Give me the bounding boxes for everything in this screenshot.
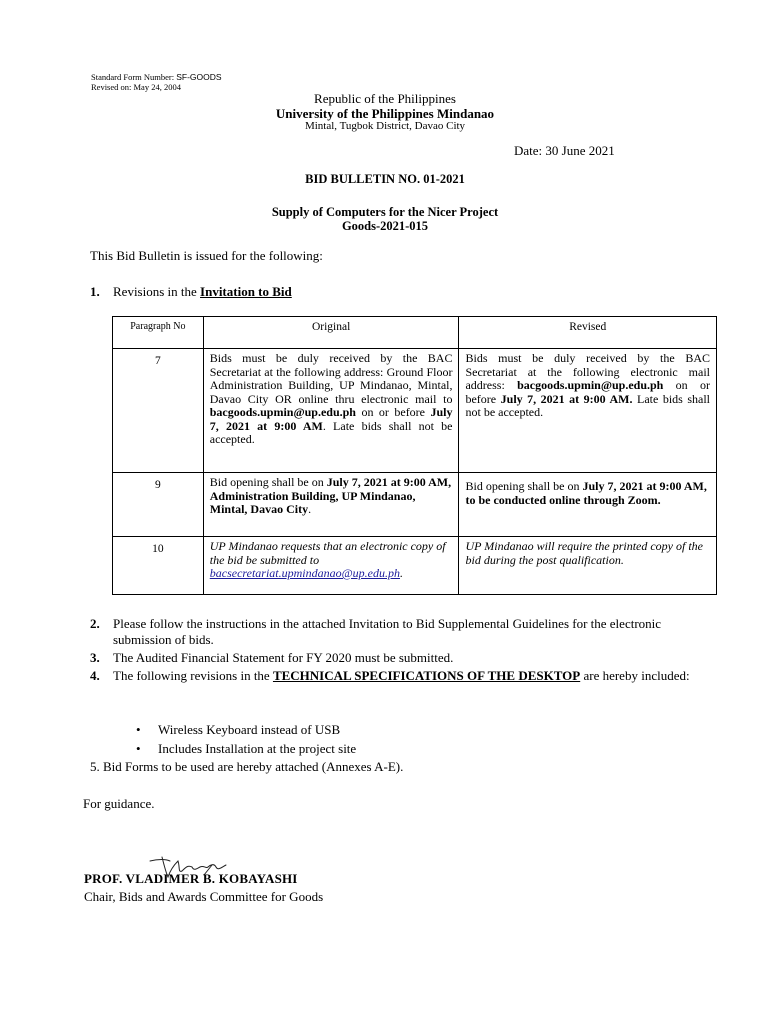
text-segment: Late bids shall not be accepted. (465, 391, 710, 419)
schedule-text: July 7, 2021 at 9:00 AM, to be conducted online through Zoom. (465, 479, 707, 507)
header-original: Original (203, 317, 459, 349)
invitation-to-bid-link[interactable]: Invitation to Bid (200, 284, 292, 299)
text-segment: are hereby included: (580, 668, 690, 683)
item-5 (90, 759, 403, 775)
republic-line: Republic of the Philippines (314, 91, 456, 106)
item-number: 4. (90, 668, 100, 683)
list-item (90, 616, 690, 648)
intro-text: This Bid Bulletin is issued for the following: (90, 248, 323, 263)
university-name: University of the Philippines Mindanao (275, 106, 495, 121)
reference-line: Goods-2021-015 (341, 219, 429, 233)
table-header-row (113, 317, 717, 349)
text-segment: Bid opening shall be on (209, 475, 327, 489)
original-text (203, 349, 459, 473)
list-item (90, 668, 690, 684)
text-segment: UP Mindanao requests that an electronic copy of the bid be submitted to (209, 539, 446, 567)
text-segment: . (400, 566, 403, 580)
header-revised: Revised (459, 317, 717, 349)
schedule-text: July 7, 2021 at 9:00 AM, Administration Building, UP Mindanao, Mintal, Davao City (209, 475, 452, 516)
original-text (203, 537, 459, 595)
deadline-text: July 7, 2021 at 9:00 AM (209, 405, 453, 433)
closing-text: For guidance. (83, 796, 155, 811)
bulletin-title: BID BULLETIN NO. 01-2021 (305, 172, 465, 186)
table-row (113, 349, 717, 473)
form-number (91, 72, 222, 82)
text-segment: Bids must be duly received by the BAC Secretariat at the following address: Ground Floor Administration Building, UP Mindanao, Mintal, Davao City OR online thru electronic mail to (209, 351, 453, 406)
bullet-icon: • (136, 722, 141, 737)
bullet-icon: • (136, 741, 141, 756)
instructions-list (90, 616, 690, 686)
bulletin-subject (0, 205, 770, 233)
form-number-label: Standard Form Number: (91, 72, 177, 82)
text-segment: on or before (355, 405, 431, 419)
item-text: Please follow the instructions in the attached Invitation to Bid Supplemental Guidelines for the electronic submission of bids. (113, 616, 662, 647)
signatory-name: PROF. VLADIMER B. KOBAYASHI (84, 871, 298, 886)
header-paragraph-no: Paragraph No (113, 317, 204, 349)
text-segment: Bids must be duly received by the BAC Secretariat at the following electronic mail address: (465, 351, 710, 392)
bullet-text: Includes Installation at the project site (158, 741, 357, 756)
text-segment: . Late bids shall not be accepted. (209, 418, 453, 446)
table-row (113, 473, 717, 537)
subject-line: Supply of Computers for the Nicer Project (271, 205, 499, 219)
revised-text (459, 473, 717, 537)
email-link[interactable]: bacsecretariat.upmindanao@up.edu.ph (209, 566, 400, 580)
text-segment: on or before (465, 378, 710, 406)
original-text (203, 473, 459, 537)
revisions-table (112, 316, 717, 595)
item-text: Revisions in the (113, 284, 201, 299)
revised-text (459, 349, 717, 473)
deadline-text: July 7, 2021 at 9:00 AM. (500, 391, 633, 406)
item-text (113, 668, 690, 684)
form-revised: Revised on: May 24, 2004 (91, 82, 181, 92)
document-date: Date: 30 June 2021 (514, 143, 615, 158)
paragraph-number: 7 (113, 349, 204, 473)
text-segment: . (308, 502, 312, 516)
paragraph-number: 9 (113, 473, 204, 537)
form-metadata (91, 72, 222, 92)
item-number: 5. (90, 759, 100, 774)
text-segment: Bid opening shall be on (465, 479, 583, 493)
item-number: 2. (90, 616, 100, 631)
list-item (90, 650, 690, 666)
university-address: Mintal, Tugbok District, Davao City (304, 120, 466, 132)
revised-text: UP Mindanao will require the printed copy of the bid during the post qualification. (459, 537, 717, 595)
technical-specs-link[interactable]: TECHNICAL SPECIFICATIONS OF THE DESKTOP (272, 668, 581, 683)
bullet-item (136, 720, 356, 739)
email-text: bacgoods.upmin@up.edu.ph (209, 405, 356, 419)
table-row (113, 537, 717, 595)
signatory-title: Chair, Bids and Awards Committee for Goods (84, 889, 324, 904)
bullet-item (136, 739, 356, 758)
form-number-value: SF-GOODS (176, 72, 222, 82)
item-number: 3. (90, 650, 100, 665)
item-text: The Audited Financial Statement for FY 2020 must be submitted. (113, 650, 454, 665)
text-segment: The following revisions in the (113, 668, 273, 683)
item-1 (90, 284, 292, 300)
item-number: 1. (90, 284, 100, 299)
item-text: Bid Forms to be used are hereby attached (Annexes A-E). (103, 759, 404, 774)
bullet-text: Wireless Keyboard instead of USB (158, 722, 341, 737)
paragraph-number: 10 (113, 537, 204, 595)
email-text: bacgoods.upmin@up.edu.ph (517, 378, 664, 392)
bullet-list (136, 720, 356, 758)
